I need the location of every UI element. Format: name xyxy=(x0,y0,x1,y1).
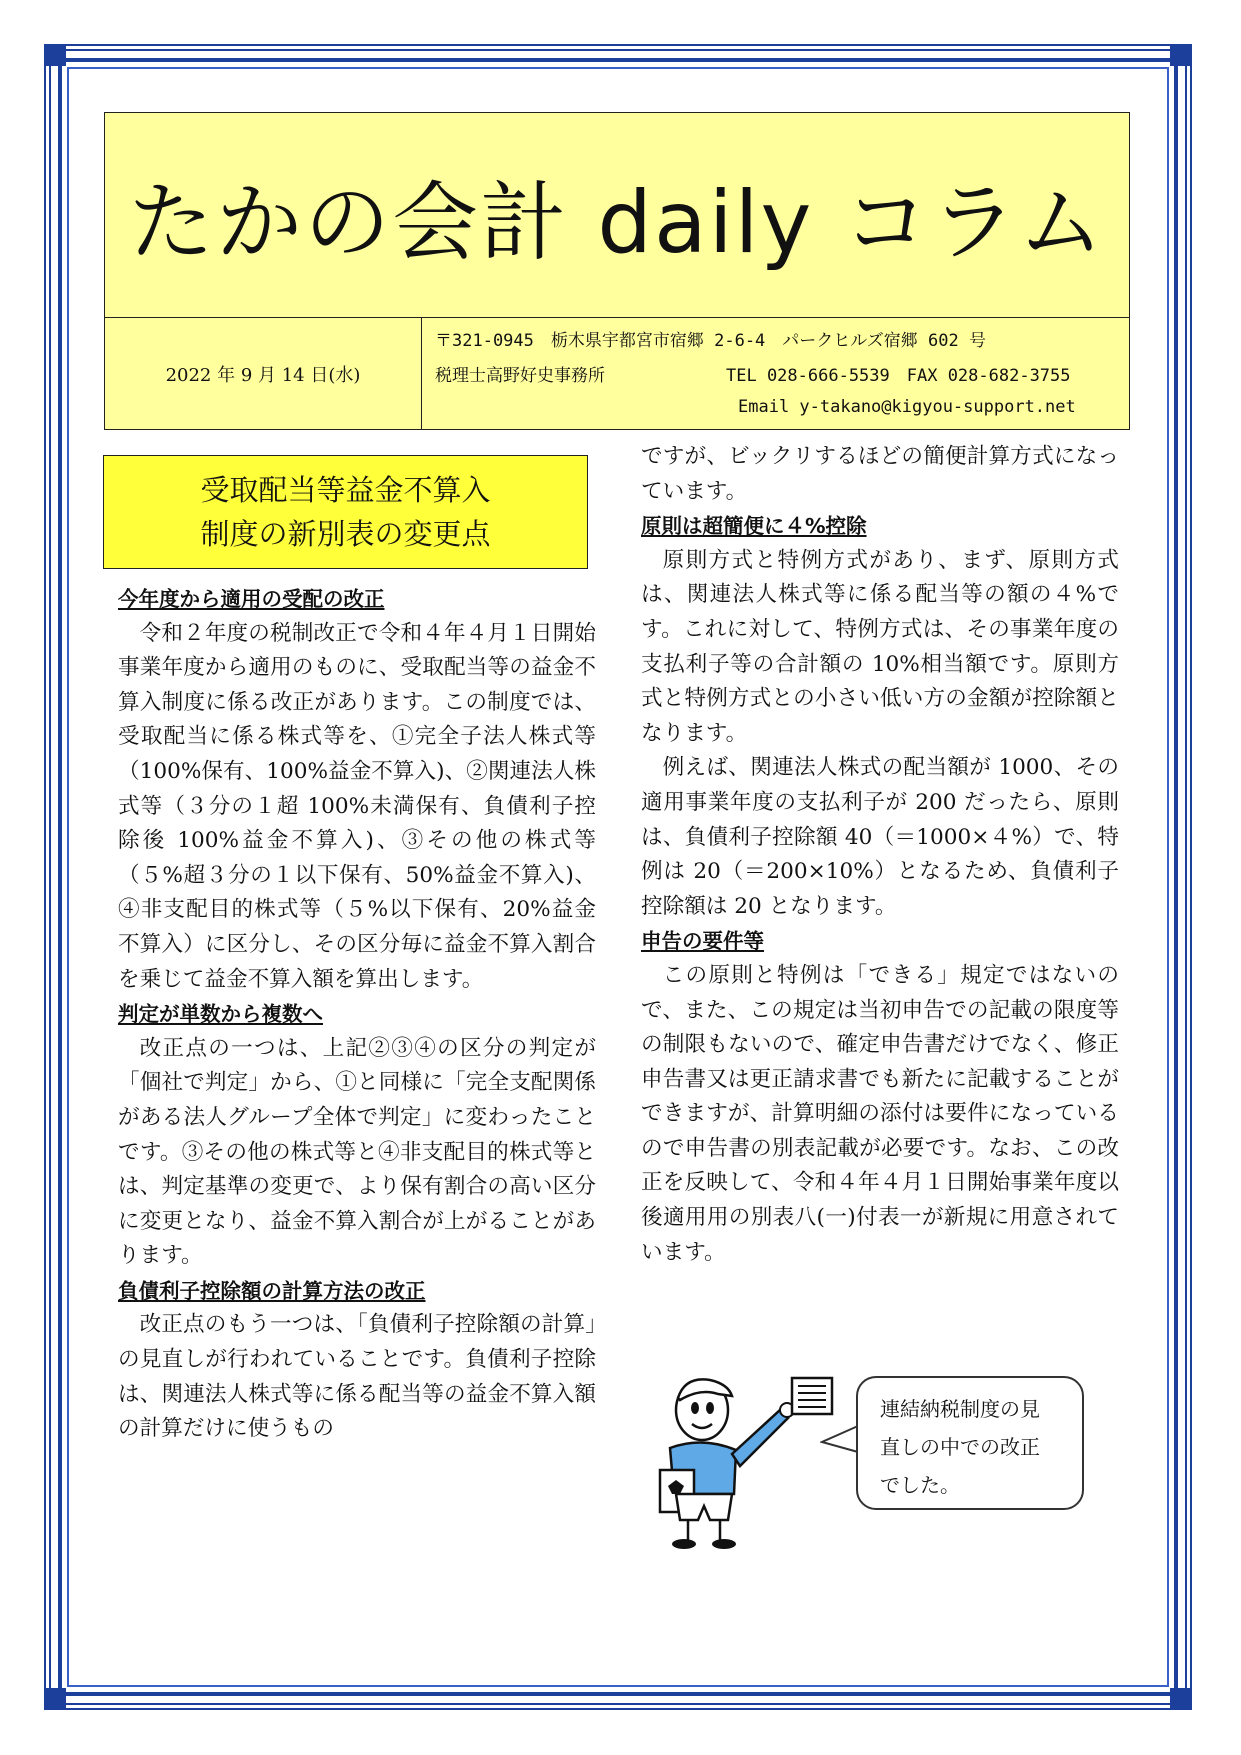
continued-text: ですが、ビックリするほどの簡便計算方式になっています。 xyxy=(641,444,1119,504)
masthead-title: たかの会計 daily コラム xyxy=(105,113,1129,318)
section-heading: 判定が単数から複数へ xyxy=(118,1002,323,1027)
section-heading: 原則は超簡便に４%控除 xyxy=(641,514,867,539)
office-email[interactable]: Email y-takano@kigyou-support.net xyxy=(738,397,1076,417)
right-column xyxy=(641,440,1119,1270)
contact-block xyxy=(435,323,1125,427)
article-title-box xyxy=(103,455,588,569)
article-title-line1: 受取配当等益金不算入 xyxy=(200,473,491,507)
section-heading: 今年度から適用の受配の改正 xyxy=(118,587,385,611)
presenter-illustration xyxy=(640,1370,840,1550)
office-name: 税理士高野好史事務所 xyxy=(435,366,605,386)
section-body: 改正点のもう一つは、「負債利子控除額の計算」の見直しが行われていることです。負債利子控除は、関連法人株式等に係る配当等の益金不算入額の計算だけに使うもの xyxy=(118,1312,596,1442)
article-title-line2: 制度の新別表の変更点 xyxy=(200,517,491,551)
border-corner xyxy=(44,44,66,66)
section-body: 令和２年度の税制改正で令和４年４月１日開始事業年度から適用のものに、受取配当等の益金不算入制度に係る改正があります。この制度では、受取配当に係る株式等を、①完全子法人株式等（100%保有、100%益金不算入)、②関連法人株式等（３分の１超 100%未満保有、負債利子控除後 100%益金不算入)、③その他の株式等（５%超３分の１以下保有、50%益金不算入)、④非支配目的株式等（５%以下保有、20%益金不算入）に区分し、その区分毎に益金不算入割合を乗じて益金不算入額を算出します。 xyxy=(118,620,596,992)
border-corner xyxy=(1170,44,1192,66)
bubble-line: 連結納税制度の見 xyxy=(880,1397,1040,1421)
section-heading: 申告の要件等 xyxy=(641,929,764,954)
bubble-line: でした。 xyxy=(880,1473,960,1497)
section-body: 原則方式と特例方式があり、まず、原則方式は、関連法人株式等に係る配当等の額の４%です。これに対して、特例方式は、その事業年度の支払利子等の合計額の 10%相当額です。原則方式と特例方式との小さい低い方の金額が控除額となります。 xyxy=(641,547,1119,746)
section-body: 例えば、関連法人株式の配当額が 1000、その適用事業年度の支払利子が 200 だったら、原則は、負債利子控除額 40（＝1000×４%）で、特例は 20（＝200×10%）となるため、負債利子控除額は 20 となります。 xyxy=(641,755,1119,919)
newsletter-header xyxy=(104,112,1130,430)
section-body: この原則と特例は「できる」規定ではないので、また、この規定は当初申告での記載の限度等の制限もないので、確定申告書だけでなく、修正申告書又は更正請求書でも新たに記載することができますが、計算明細の添付は要件になっているので申告書の別表記載が必要です。なお、この改正を反映して、令和４年４月１日開始事業年度以後適用用の別表八(一)付表一が新規に用意されています。 xyxy=(641,962,1119,1265)
office-phone-fax: TEL 028-666-5539 FAX 028-682-3755 xyxy=(726,366,1071,386)
issue-date: 2022 年 9 月 14 日(水) xyxy=(105,318,422,429)
bubble-line: 直しの中での改正 xyxy=(880,1435,1040,1459)
border-corner xyxy=(1170,1688,1192,1710)
section-heading: 負債利子控除額の計算方法の改正 xyxy=(118,1278,426,1303)
speech-bubble xyxy=(856,1376,1084,1510)
office-address: 〒321-0945 栃木県宇都宮市宿郷 2-6-4 パークヒルズ宿郷 602 号 xyxy=(435,331,986,351)
left-column xyxy=(118,582,596,1447)
section-body: 改正点の一つは、上記②③④の区分の判定が「個社で判定」から、①と同様に「完全支配関係がある法人グループ全体で判定」に変わったことです。③その他の株式等と④非支配目的株式等とは、判定基準の変更で、より保有割合の高い区分に変更となり、益金不算入割合が上がることがあります。 xyxy=(118,1035,596,1269)
border-corner xyxy=(44,1688,66,1710)
